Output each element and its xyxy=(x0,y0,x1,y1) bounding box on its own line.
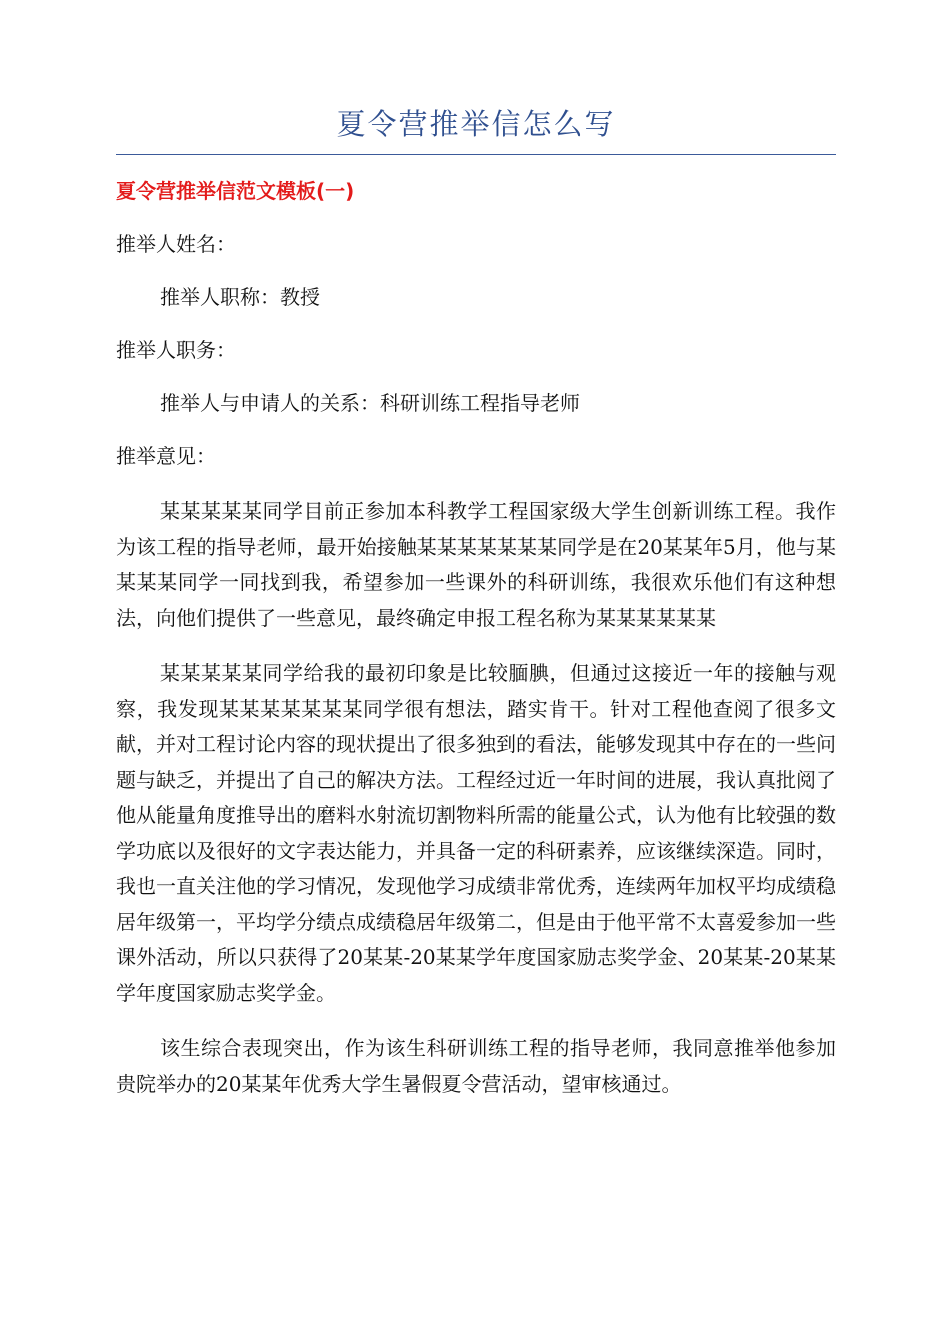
field-recommender-name: 推举人姓名： xyxy=(116,232,236,256)
field-recommendation-opinion: 推举意见： xyxy=(116,444,216,468)
title-divider xyxy=(116,154,836,155)
body-paragraph-1: 某某某某某同学目前正参加本科教学工程国家级大学生创新训练工程。我作为该工程的指导老师，最开始接触某某某某某某某同学是在20某某年5月，他与某某某某同学一同找到我，希望参加一些课外的科研训练，我很欢乐他们有这种想法，向他们提供了一些意见，最终确定申报工程名称为某某某某某某 xyxy=(116,499,836,630)
section-heading: 夏令营推举信范文模板(一) xyxy=(116,179,355,203)
document-page xyxy=(116,104,836,1122)
document-title: 夏令营推举信怎么写 xyxy=(336,107,616,141)
field-recommender-position: 推举人职务： xyxy=(116,338,236,362)
body-paragraph-2: 某某某某某同学给我的最初印象是比较腼腆，但通过这接近一年的接触与观察，我发现某某某某某某某同学很有想法，踏实肯干。针对工程他查阅了很多文献，并对工程讨论内容的现状提出了很多独到的看法，能够发现其中存在的一些问题与缺乏，并提出了自己的解决方法。工程经过近一年时间的进展，我认真批阅了他从能量角度推导出的磨料水射流切割物料所需的能量公式，认为他有比较强的数学功底以及很好的文字表达能力，并具备一定的科研素养，应该继续深造。同时，我也一直关注他的学习情况，发现他学习成绩非常优秀，连续两年加权平均成绩稳居年级第一，平均学分绩点成绩稳居年级第二，但是由于他平常不太喜爱参加一些课外活动，所以只获得了20某某-20某某学年度国家励志奖学金、20某某-20某某学年度国家励志奖学金。 xyxy=(116,661,836,1005)
field-recommender-title: 推举人职称：教授 xyxy=(160,285,320,309)
field-relationship: 推举人与申请人的关系：科研训练工程指导老师 xyxy=(160,391,580,415)
body-paragraph-3: 该生综合表现突出，作为该生科研训练工程的指导老师，我同意推举他参加贵院举办的20某某年优秀大学生暑假夏令营活动，望审核通过。 xyxy=(116,1036,836,1096)
